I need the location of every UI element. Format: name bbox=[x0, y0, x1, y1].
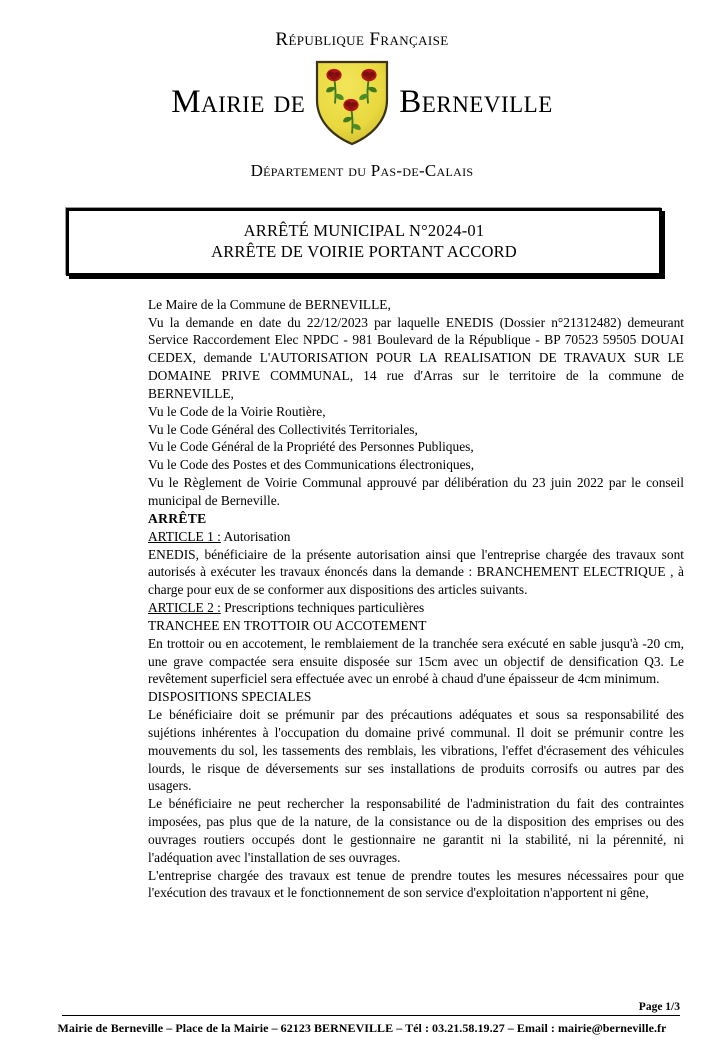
article-1-text: ENEDIS, bénéficiaire de la présente autorisation ainsi que l'entreprise chargée des travaux sont autorisés à exécuter les travaux énoncés dans la demande : BRANCHEMENT ELECTRIQUE , à charge pour eux de se conformer aux dispositions des articles suivants. bbox=[148, 546, 684, 598]
decree-title-line-1: ARRÊTÉ MUNICIPAL N°2024-01 bbox=[243, 220, 485, 240]
article-2-paragraph-entreprise: L'entreprise chargée des travaux est tenue de prendre toutes les mesures nécessaires pour que l'exécution des travaux et le fonctionnement de son service d'exploitation n'apportent ni gêne, bbox=[148, 867, 684, 901]
departement-heading: Département du Pas-de-Calais bbox=[250, 160, 474, 180]
vu-clause-item: Vu le Code de la Voirie Routière, bbox=[148, 403, 326, 419]
article-1-label: ARTICLE 1 : bbox=[148, 528, 221, 544]
article-2-paragraph-tranchee: En trottoir ou en accotement, le remblaiement de la tranchée sera exécuté en sable jusqu'à -20 cm, une grave compactée sera ensuite disposée sur 15cm avec un objectif de densification Q3. Le revêtement superficiel sera effectuée avec un enrobé à chaud d'une épaisseur de 4cm minimum. bbox=[148, 635, 684, 687]
document-page bbox=[0, 30, 724, 1054]
article-2-title: Prescriptions techniques particulières bbox=[220, 600, 425, 616]
vu-clause-item: Vu le Règlement de Voirie Communal approuvé par délibération du 23 juin 2022 par le conseil municipal de Berneville. bbox=[148, 475, 684, 508]
opening-paragraph: Le Maire de la Commune de BERNEVILLE, bbox=[148, 296, 391, 312]
article-1-title: Autorisation bbox=[220, 528, 291, 544]
footer-divider bbox=[62, 1015, 680, 1016]
arrete-heading: ARRÊTE bbox=[148, 510, 207, 526]
decree-title-box-wrapper bbox=[66, 208, 662, 276]
coat-of-arms-icon bbox=[313, 59, 391, 147]
document-footer bbox=[0, 1001, 724, 1036]
vu-demande-paragraph: Vu la demande en date du 22/12/2023 par laquelle ENEDIS (Dossier n°21312482) demeurant Service Raccordement Elec NPDC - 981 Boulevard de la République - BP 70523 59505 DOUAI CEDEX, demande L'AUTORISATION POUR LA REALISATION DE TRAVAUX SUR LE DOMAINE PRIVE COMMUNAL, 14 rue d'Arras sur le territoire de la commune de BERNEVILLE, bbox=[148, 314, 684, 401]
document-body bbox=[148, 276, 684, 902]
commune-name-text: Berneville bbox=[399, 84, 553, 121]
vu-clause-item: Vu le Code Général des Collectivités Territoriales, bbox=[148, 421, 418, 437]
article-2-subheading-tranchee: TRANCHEE EN TROTTOIR OU ACCOTEMENT bbox=[148, 617, 427, 633]
document-header bbox=[0, 30, 724, 181]
article-1-heading bbox=[148, 528, 684, 546]
page-number: Page 1/3 bbox=[638, 1001, 680, 1013]
decree-title-box bbox=[66, 208, 662, 276]
footer-contact-text: Mairie de Berneville – Place de la Mairie – 62123 BERNEVILLE – Tél : 03.21.58.19.27 – Email : mairie@berneville.fr bbox=[57, 1021, 667, 1035]
article-2-paragraph-precautions: Le bénéficiaire doit se prémunir par des précautions adéquates et sous sa responsabilité des sujétions inhérentes à l'occupation du domaine privé communal. Il doit se prémunir contre les mouvements du sol, les tassements des remblais, les vibrations, l'effet d'écrasement des véhicules lourds, le risque de déversements sur ses installations de produits corrosifs ou autres par des usagers. bbox=[148, 707, 684, 794]
article-2-paragraph-responsabilite: Le bénéficiaire ne peut rechercher la responsabilité de l'administration du fait des contraintes imposées, pas plus que de la nature, de la consistance ou de la disposition des emprises ou des ouvrages routiers occupés dont le gestionnaire ne garantit ni la stabilité, ni la pérennité, ni l'adéquation avec l'installation de ses ouvrages. bbox=[148, 796, 684, 865]
article-2-label: ARTICLE 2 : bbox=[148, 600, 221, 616]
article-2-subheading-dispositions: DISPOSITIONS SPECIALES bbox=[148, 689, 312, 705]
decree-title-line-2: ARRÊTE DE VOIRIE PORTANT ACCORD bbox=[211, 242, 517, 262]
vu-clause-item: Vu le Code des Postes et des Communications électroniques, bbox=[148, 457, 475, 473]
mairie-title-row bbox=[0, 57, 724, 149]
article-2-heading bbox=[148, 599, 684, 617]
vu-clause-item: Vu le Code Général de la Propriété des Personnes Publiques, bbox=[148, 439, 474, 455]
republique-francaise-heading: République Française bbox=[275, 29, 449, 50]
mairie-prefix-text: Mairie de bbox=[171, 84, 306, 121]
